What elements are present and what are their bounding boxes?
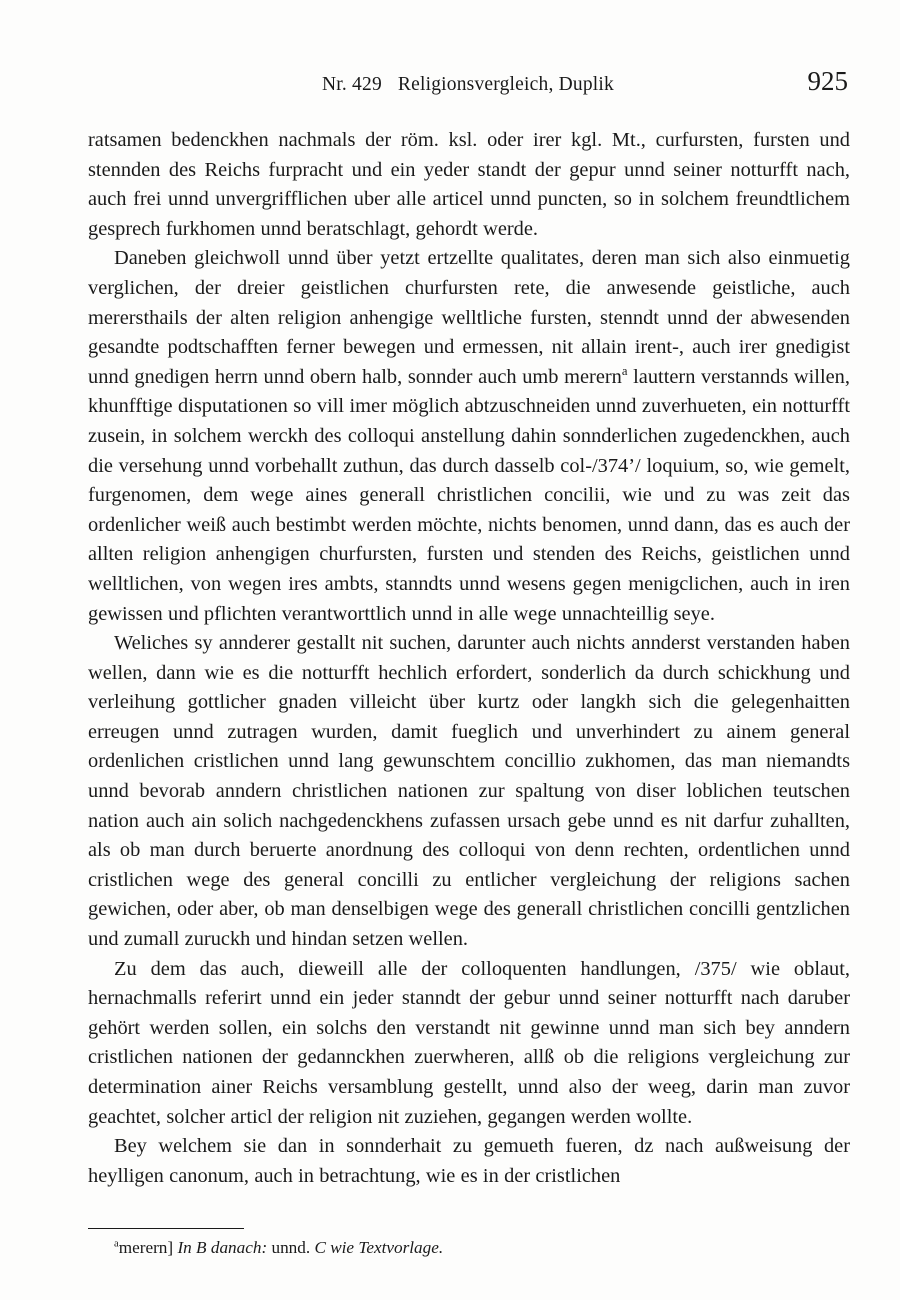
document-number: Nr. 429	[322, 74, 382, 95]
footnote-apparatus	[88, 1228, 850, 1259]
paragraph-1-text: ratsamen bedenckhen nachmals der röm. ksl. oder irer kgl. Mt., curfursten, fursten und stennden des Reichs furpracht und ein yeder standt der gepur unnd seiner notturfft nach, auch frei unnd unvergrifflichen uber alle articel unnd puncten, so in solchem freundtlichem gesprech furkhomen unnd beratschlagt, gehordt werde.	[88, 129, 850, 240]
footnote-a	[88, 1236, 850, 1259]
paragraph-4-text-before-folio: Zu dem das auch, dieweill alle der colloquenten handlungen,	[114, 957, 695, 980]
folio-marker-374v: /374’/	[592, 454, 641, 477]
folio-marker-375: /375/	[694, 957, 737, 980]
paragraph-5-text: Bey welchem sie dan in sonnderhait zu gemueth fueren, dz nach außweisung der heylligen canonum, auch in betrachtung, wie es in der cristlichen	[88, 1135, 850, 1187]
paragraph-2-text-before-note: Daneben gleichwoll unnd über yetzt ertzellte qualitates, deren man sich also einmuetig verglichen, der dreier geistlichen churfursten rete, die anwesende geistliche, auch merersthails der alten religion anhengige welltliche fursten, stenndt unnd der abwesenden gesandte podtschafften ferner bewegen und ermessen, nit allain irent-, auch irer gnedigist unnd gnedigen herrn unnd obern halb, sonnder auch umb merern	[88, 247, 850, 388]
paragraph-4	[88, 955, 850, 1133]
paragraph-2-text-after: loquium, so, wie gemelt, furgenomen, dem wege aines generall christlichen concilii, wie und zu was zeit das ordenlicher weiß auch bestimbt werden möchte, nichts benomen, unnd dann, das es auch der allten religion anhengigen churfursten, fursten und stenden des Reichs, geistlichen unnd welltlichen, von wegen ires ambts, stanndts unnd wesens gegen menigclichen, auch in iren gewissen und pflichten verantworttlich unnd in alle wege unnachteillig seye.	[88, 454, 850, 625]
footnote-a-comment-italic-2: C wie Textvorlage.	[314, 1238, 444, 1257]
footnote-a-comment-roman: unnd.	[271, 1238, 311, 1257]
footnote-a-lemma: merern]	[118, 1238, 174, 1257]
running-head-title: Religionsvergleich, Duplik	[397, 74, 614, 95]
body-text-block	[88, 126, 850, 1191]
paragraph-1	[88, 126, 850, 244]
footnote-separator-rule	[88, 1228, 244, 1229]
paragraph-5	[88, 1132, 850, 1191]
running-head	[88, 66, 848, 104]
paragraph-3	[88, 629, 850, 955]
footnote-a-comment-italic-1: In B danach:	[177, 1238, 268, 1257]
footnote-reference-a[interactable]: a	[621, 363, 628, 378]
paragraph-3-text: Weliches sy annderer gestallt nit suchen, darunter auch nichts annderst verstanden haben wellen, dann wie es die notturfft hechlich erfordert, sonderlich da durch schickhung und verleihung gottlicher gnaden villeicht über kurtz oder langkh sich die gelegenhaitten erreugen unnd zutragen wurden, damit fueglich und unverhindert zu ainem general ordenlichen cristlichen unnd lang gewunschtem concillio zukhomen, das man niemandts unnd bevorab anndern christlichen nationen zur spaltung von diser loblichen teutschen nation auch ain solich nachgedenckhens zufassen ursach gebe unnd es nit darfur zuhallten, als ob man durch beruerte anordnung des colloqui von denn rechten, ordentlichen unnd cristlichen wege des general concilli zu entlicher vergleichung der religions sachen gewichen, oder aber, ob man denselbigen wege des generall christlichen concilli gentzlichen und zumall zuruckh und hindan setzen wellen.	[88, 632, 850, 951]
running-head-center	[88, 74, 848, 96]
paragraph-2	[88, 244, 850, 629]
paragraph-2-text-middle: lauttern verstannds willen, khunfftige disputationen so vill imer möglich abtzuschneiden unnd zuverhueten, ein notturfft zusein, in solchem werckh des colloqui anstellung dahin sonnderlichen zugedenckhen, auch die versehung unnd vorbehallt zuthun, das durch dasselb col-	[88, 365, 850, 477]
footnote-a-marker: a	[114, 1238, 119, 1250]
paragraph-4-text-after-folio: wie oblaut, hernachmalls referirt unnd ein jeder stanndt der gebur unnd seiner notturfft nach daruber gehört werden sollen, ein solchs den verstandt nit gewinne unnd man sich bey anndern cristlichen nationen der gedannckhen zuerwheren, allß ob die religions vergleichung zur determination ainer Reichs versamblung gestellt, unnd also der weeg, darin man zuvor geachtet, solcher articl der religion nit zuziehen, gegangen werden wollte.	[88, 957, 850, 1128]
page-number: 925	[807, 66, 848, 96]
